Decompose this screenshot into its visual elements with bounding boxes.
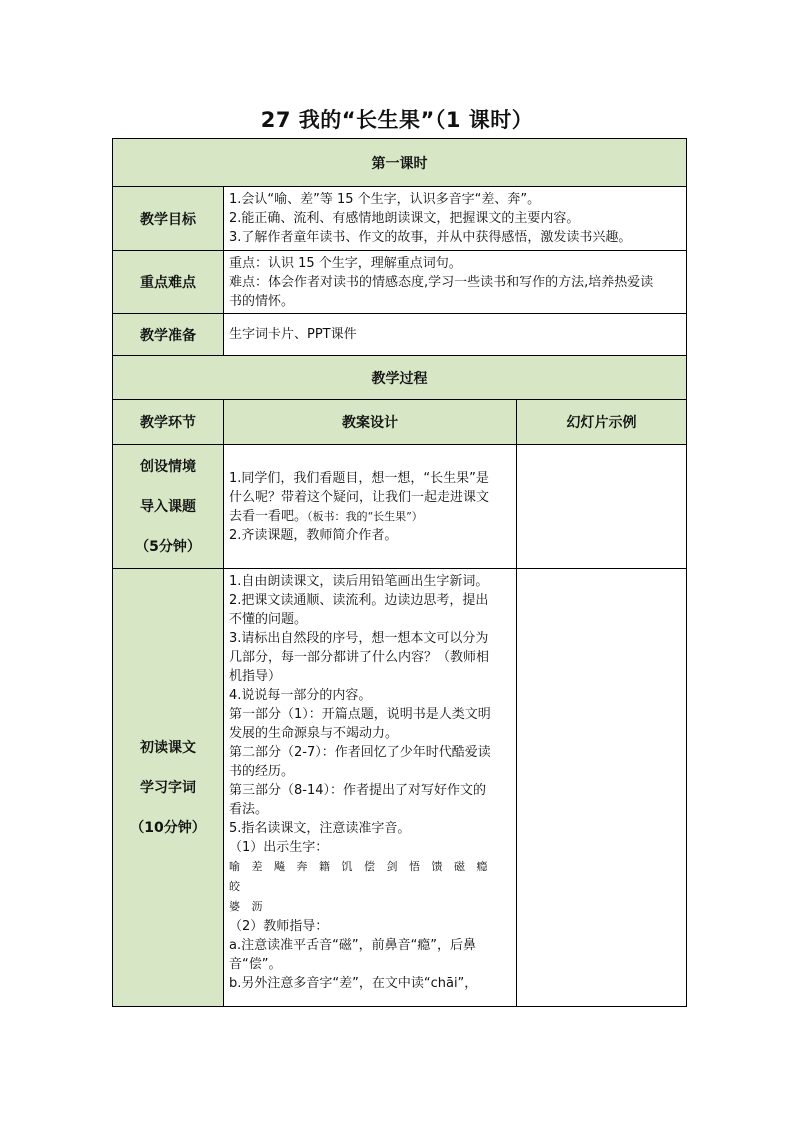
design-line: 2.把课文读通顺、读流利。边读边思考，提出 bbox=[229, 593, 489, 608]
stage-2-label-line: 初读课文 bbox=[140, 739, 196, 756]
stage-1-label-line: 导入课题 bbox=[140, 498, 196, 515]
design-line: 2.齐读课题，教师简介作者。 bbox=[229, 527, 398, 543]
design-line: （1）出示生字： bbox=[229, 840, 329, 855]
design-line: 几部分，每一部分都讲了什么内容？（教师相 bbox=[229, 650, 490, 665]
keypoint-line: 书的情怀。 bbox=[229, 293, 295, 309]
keypoints-content bbox=[224, 251, 687, 314]
design-line: 第一部分（1）：开篇点题，说明书是人类文明 bbox=[229, 707, 491, 722]
stage-2-design bbox=[224, 569, 517, 1007]
column-header-design: 教案设计 bbox=[224, 400, 517, 445]
objective-line: 1.会认“喻、差”等 15 个生字，认识多音字“差、奔”。 bbox=[229, 192, 541, 207]
column-header-slides: 幻灯片示例 bbox=[517, 400, 687, 445]
objective-line: 2.能正确、流利、有感情地朗读课文，把握课文的主要内容。 bbox=[229, 211, 580, 226]
column-header-stage: 教学环节 bbox=[113, 400, 224, 445]
lesson-plan-table bbox=[112, 138, 687, 1007]
prep-label: 教学准备 bbox=[113, 314, 224, 356]
stage-2-label bbox=[113, 569, 224, 1007]
prep-content: 生字词卡片、PPT课件 bbox=[224, 314, 687, 356]
design-line bbox=[229, 507, 511, 526]
design-line: 第二部分（2-7）：作者回忆了少年时代酷爱读 bbox=[229, 745, 491, 760]
stage-1-label-line: （5分钟） bbox=[135, 538, 201, 555]
section-header-process: 教学过程 bbox=[113, 356, 687, 400]
section-header-first-lesson: 第一课时 bbox=[113, 139, 687, 187]
objectives-content bbox=[224, 187, 687, 251]
blackboard-note: （板书：我的“长生果”） bbox=[307, 509, 423, 523]
design-line: 第三部分（8-14）：作者提出了对写好作文的 bbox=[229, 783, 487, 798]
design-line: 4.说说每一部分的内容。 bbox=[229, 688, 372, 703]
design-line-text: 去看一看吧。 bbox=[229, 508, 308, 524]
stage-2-slides bbox=[517, 569, 687, 1007]
design-line: 不懂的问题。 bbox=[229, 612, 308, 627]
design-line: 机指导） bbox=[229, 669, 282, 684]
keypoint-line: 难点：体会作者对读书的情感态度,学习一些读书和写作的方法,培养热爱读 bbox=[229, 274, 654, 290]
objective-line: 3.了解作者童年读书、作文的故事，并从中获得感悟，激发读书兴趣。 bbox=[229, 230, 632, 245]
design-line: a.注意读准平舌音“磁”，前鼻音“瘾”，后鼻 bbox=[229, 938, 477, 953]
new-characters-line: 喻 差 飚 奔 籍 饥 偿 剑 悟 馈 磁 瘾 皎 bbox=[229, 860, 492, 893]
design-line: 书的经历。 bbox=[229, 764, 295, 779]
objectives-label: 教学目标 bbox=[113, 187, 224, 251]
keypoints-label: 重点难点 bbox=[113, 251, 224, 314]
design-line: 发展的生命源泉与不竭动力。 bbox=[229, 726, 399, 741]
stage-1-design bbox=[224, 445, 517, 569]
keypoint-line: 重点：认识 15 个生字，理解重点词句。 bbox=[229, 255, 462, 271]
design-line: 1.自由朗读课文，读后用铅笔画出生字新词。 bbox=[229, 574, 489, 589]
design-line: （2）教师指导： bbox=[229, 919, 329, 934]
design-line: 看法。 bbox=[229, 802, 269, 817]
design-line: b.另外注意多音字“差”，在文中读“chāi”， bbox=[229, 976, 478, 991]
stage-1-slides bbox=[517, 445, 687, 569]
stage-2-label-line: （10分钟） bbox=[130, 819, 206, 836]
design-line: 3.请标出自然段的序号，想一想本文可以分为 bbox=[229, 631, 489, 646]
page-title: 27 我的“长生果”（1 课时） bbox=[260, 108, 534, 132]
new-characters-line: 婆 沥 bbox=[229, 900, 267, 913]
stage-1-label-line: 创设情境 bbox=[140, 458, 196, 475]
design-line: 什么呢？带着这个疑问，让我们一起走进课文 bbox=[229, 489, 490, 505]
design-line: 1.同学们，我们看题目，想一想，“长生果”是 bbox=[229, 470, 489, 486]
stage-1-label bbox=[113, 445, 224, 569]
design-line: 5.指名读课文，注意读准字音。 bbox=[229, 821, 411, 836]
design-line: 音“偿”。 bbox=[229, 957, 282, 972]
stage-2-label-line: 学习字词 bbox=[140, 779, 196, 796]
